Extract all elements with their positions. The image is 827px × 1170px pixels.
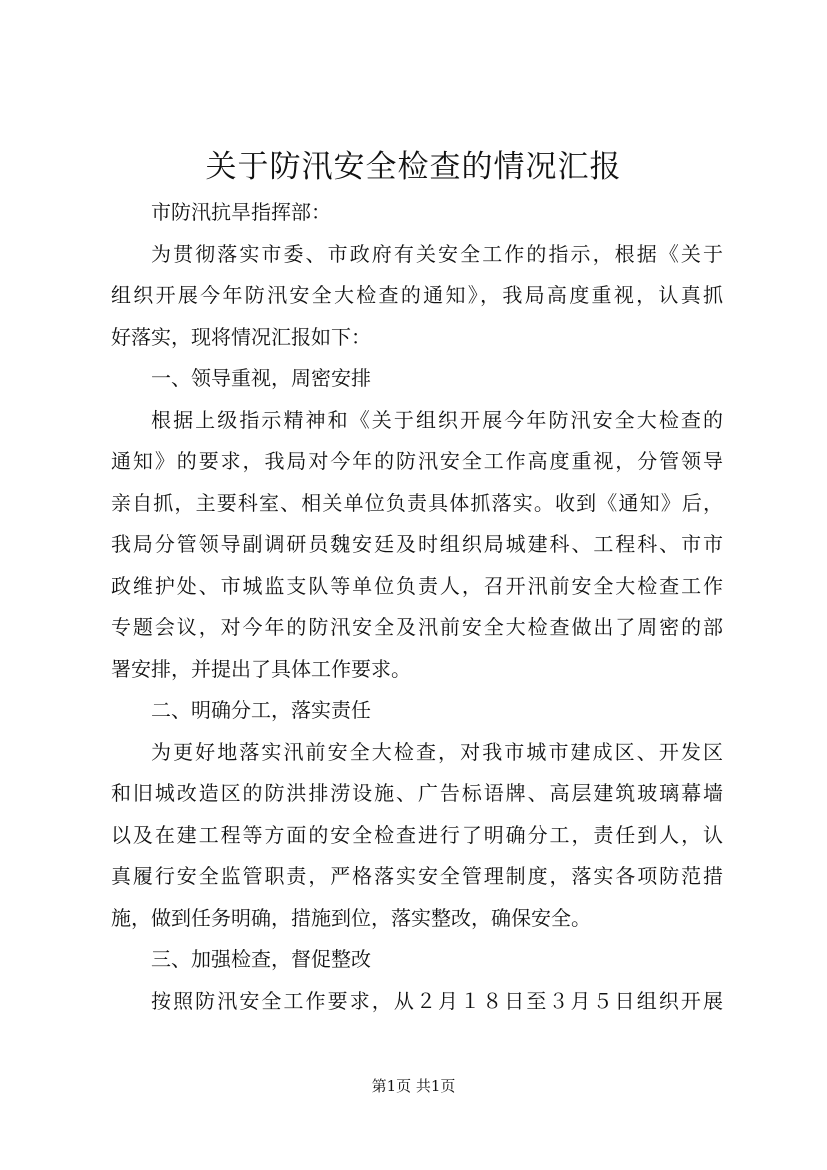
body-line: 和旧城改造区的防洪排涝设施、广告标语牌、高层建筑玻璃幕墙 xyxy=(111,781,723,805)
page-number-footer: 第1页 共1页 xyxy=(371,1077,456,1095)
body-line: 按照防汛安全工作要求，从２月１８日至３月５日组织开展 xyxy=(151,988,723,1013)
body-line: 通知》的要求，我局对今年的防汛安全工作高度重视，分管领导 xyxy=(111,449,723,473)
document-title: 关于防汛安全检查的情况汇报 xyxy=(205,149,622,185)
body-line: 施，做到任务明确，措施到位，落实整改，确保安全。 xyxy=(111,905,591,930)
body-line: 组织开展今年防汛安全大检查的通知》，我局高度重视，认真抓 xyxy=(111,283,723,307)
body-line: 政维护处、市城监支队等单位负责人，召开汛前安全大检查工作 xyxy=(111,573,723,598)
body-line: 好落实，现将情况汇报如下： xyxy=(111,324,371,349)
body-line: 真履行安全监管职责，严格落实安全管理制度，落实各项防范措 xyxy=(111,864,723,888)
section-heading-1: 一、领导重视，周密安排 xyxy=(151,366,371,390)
section-heading-2: 二、明确分工，落实责任 xyxy=(151,698,371,722)
body-line: 专题会议，对今年的防汛安全及汛前安全大检查做出了周密的部 xyxy=(111,615,723,639)
body-line: 为更好地落实汛前安全大检查，对我市城市建成区、开发区 xyxy=(151,739,723,764)
body-line: 为贯彻落实市委、市政府有关安全工作的指示，根据《关于 xyxy=(151,241,723,266)
body-line: 以及在建工程等方面的安全检查进行了明确分工，责任到人，认 xyxy=(111,822,723,847)
body-line: 署安排，并提出了具体工作要求。 xyxy=(111,656,411,681)
body-line: 根据上级指示精神和《关于组织开展今年防汛安全大检查的 xyxy=(151,407,723,432)
section-heading-3: 三、加强检查，督促整改 xyxy=(151,947,371,971)
body-line: 我局分管领导副调研员魏安廷及时组织局城建科、工程科、市市 xyxy=(111,532,723,556)
salutation-line: 市防汛抗旱指挥部： xyxy=(151,200,331,224)
document-body xyxy=(111,192,723,1022)
body-line: 亲自抓，主要科室、相关单位负责具体抓落实。收到《通知》后， xyxy=(111,490,723,515)
